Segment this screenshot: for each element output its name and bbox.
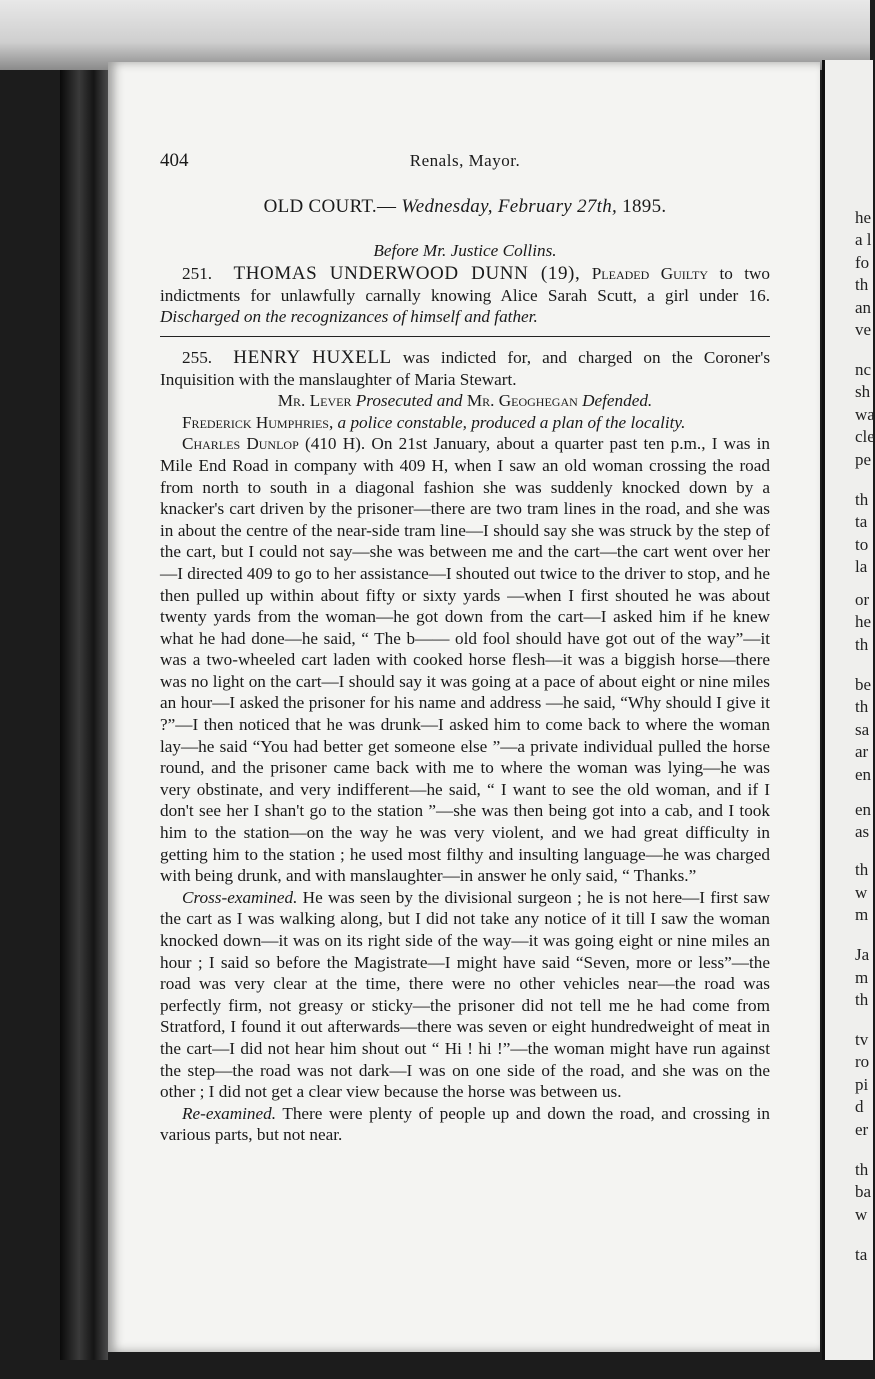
session-date: Wednesday, February 27th, <box>401 196 618 217</box>
witness-humphries <box>160 412 770 434</box>
prosecutor-name: Mr. Lever <box>277 391 352 411</box>
re-examined-text: There were plenty of people up and down the road, and crossing in various parts, but not near. <box>160 1103 770 1145</box>
facing-page-fragment: m <box>855 905 869 924</box>
defendant-name: THOMAS UNDERWOOD DUNN (19), <box>233 263 581 285</box>
court-name: OLD COURT.— <box>263 196 397 217</box>
running-title: Renals, Mayor. <box>409 151 521 170</box>
facing-page-fragment: la <box>855 557 868 576</box>
facing-page-fragment: ta <box>855 1245 868 1264</box>
re-examination <box>160 1103 770 1146</box>
case-255 <box>160 347 770 390</box>
page-content <box>160 150 770 1146</box>
facing-page-fragment: th <box>855 697 869 716</box>
facing-page-fragment: w <box>855 1205 868 1224</box>
testimony <box>160 390 770 1146</box>
case-number: 255. <box>182 347 213 367</box>
session-year: 1895. <box>622 196 667 217</box>
facing-page-fragment: he <box>855 208 872 227</box>
facing-page-fragment: ve <box>855 320 872 339</box>
facing-page-fragment: an <box>855 298 872 317</box>
facing-page-fragment: tv <box>855 1030 869 1049</box>
re-examined-label: Re-examined. <box>182 1103 277 1123</box>
facing-page-fragment: th <box>855 275 869 294</box>
facing-page-fragment: or <box>855 590 870 609</box>
defendant-name: HENRY HUXELL <box>233 346 392 368</box>
facing-page-fragment: sh <box>855 382 871 401</box>
section-divider <box>160 336 770 337</box>
case-251 <box>160 263 770 328</box>
plea: Pleaded Guilty <box>591 264 709 284</box>
running-head <box>160 150 770 186</box>
facing-page-fragment: ro <box>855 1052 870 1071</box>
facing-page-fragment: cle <box>855 427 875 446</box>
case-number: 251. <box>182 264 213 284</box>
cross-examination <box>160 887 770 1103</box>
facing-page-fragment: er <box>855 1120 869 1139</box>
facing-page-fragment: th <box>855 490 869 509</box>
facing-page-fragment: ta <box>855 512 868 531</box>
witness-text: On 21st January, about a quarter past ten p.m., I was in Mile End Road in company with 409 H, when I saw an old woman crossing the road from north to south in a diagonal fashion she was suddenly knocked down by a knacker's cart driven by the prisoner—there are two tram lines in the road, and she was in about the centre of the near-side tram line—I should say she was struck by the step of the cart, but I could not say—she was between me and the cart—the cart went over her—I directed 409 to go to her assistance—I shouted out twice to the driver to stop, and he then pulled up within about fifty or sixty yards —when I first shouted he was about twenty yards from the woman—he got down from the cart—I asked him if he knew what he had done—he said, “ The b—— old fool should have got out of the way”—it was a two-wheeled cart laden with cooked horse flesh—it was a biggish horse—there was no light on the cart—I should say it was going at a pace of about eight or nine miles an hour—I asked the prisoner for his name and address —he said, “Why should I give it ?”—I then noticed that he was drunk—I asked him to come back to where the woman lay—he said “You had better get someone else ”—a private individual pulled the horse round, and the prisoner came back with me to where the woman was lying—he was very obstinate, and very indifferent—he said, “ I want to see the old woman, and if I don't see her I shan't go to the station ”—she was then being got into a cab, and I took him to the station—on the way he was very violent, and we had great difficulty in getting him to the station ; he used most filthy and insulting language—he was charged with being drunk, and with manslaughter—in answer he only said, “ Thanks.” <box>160 434 771 886</box>
facing-page-fragment: ar <box>855 742 869 761</box>
case-text: was indicted for, and charged on the Coroner's Inquisition with the manslaughter of Maria Stewart. <box>160 347 771 389</box>
book-spine <box>60 70 108 1360</box>
facing-page-fragment: fo <box>855 253 870 272</box>
cross-examined-label: Cross-examined. <box>182 887 298 907</box>
facing-page-fragment: en <box>855 800 872 819</box>
facing-page-fragment: pi <box>855 1075 869 1094</box>
witness-name: Frederick Humphries, <box>182 412 334 432</box>
witness-text: a police constable, produced a plan of the locality. <box>337 412 686 432</box>
judge-line: Before Mr. Justice Collins. <box>373 240 557 260</box>
facing-page-fragment: sa <box>855 720 870 739</box>
facing-page-fragment: be <box>855 675 872 694</box>
facing-page-fragment: d <box>855 1097 864 1116</box>
case-outcome: Discharged on the recognizances of himself and father. <box>160 307 538 327</box>
facing-page-fragment: ba <box>855 1182 872 1201</box>
session-heading <box>160 196 770 218</box>
facing-page-fragment: m <box>855 968 869 987</box>
witness-id: (410 H). <box>305 434 366 454</box>
cross-examined-text: He was seen by the divisional surgeon ; he is not here—I first saw the cart as I was walking along, but I did not take any notice of it till I saw the woman knocked down—it was on its right side of the way—it was going eight or nine miles an hour ; I said so before the Magistrate—I might have said “Seven, more or less”—the road was very clear at the time, there were no other vehicles near—the road was perfectly firm, not greasy or sticky—the prisoner did not tell me he had come from Stratford, I found it out afterwards—there was seven or eight hundredweight of meat in the cart—I did not hear him shout out “ Hi ! hi !”—the woman might have run against the step—the road was not dark—I was on one side of the road, and she was on the other ; I did not get a clear view because the horse was between us. <box>160 887 770 1102</box>
facing-page-fragment: pe <box>855 450 872 469</box>
facing-page-fragment: th <box>855 860 869 879</box>
facing-page-fragment: nc <box>855 360 872 379</box>
book-top-edge <box>0 0 870 70</box>
facing-page-fragment: th <box>855 1160 869 1179</box>
facing-page-fragment: th <box>855 990 869 1009</box>
facing-page-fragment: as <box>855 822 870 841</box>
facing-page-fragment: wa <box>855 405 875 424</box>
prosecuted-label: Prosecuted and <box>355 391 463 411</box>
defended-label: Defended. <box>582 391 653 411</box>
facing-page-fragment: a l <box>855 230 872 249</box>
facing-page-fragment: to <box>855 535 869 554</box>
facing-page-fragment: Ja <box>855 945 870 964</box>
case-text: to two indictments for unlawfully carnally knowing Alice Sarah Scutt, a girl under 16. <box>160 264 771 305</box>
witness-dunlop <box>160 433 770 886</box>
page-number: 404 <box>160 150 189 171</box>
counsel-line <box>160 390 770 412</box>
facing-page-fragment: he <box>855 612 872 631</box>
witness-name: Charles Dunlop <box>182 434 299 454</box>
facing-page-fragment: w <box>855 883 868 902</box>
facing-page-edge <box>822 60 873 1360</box>
facing-page-fragment: th <box>855 635 869 654</box>
facing-page-fragment: en <box>855 765 872 784</box>
defender-name: Mr. Geoghegan <box>466 391 578 411</box>
